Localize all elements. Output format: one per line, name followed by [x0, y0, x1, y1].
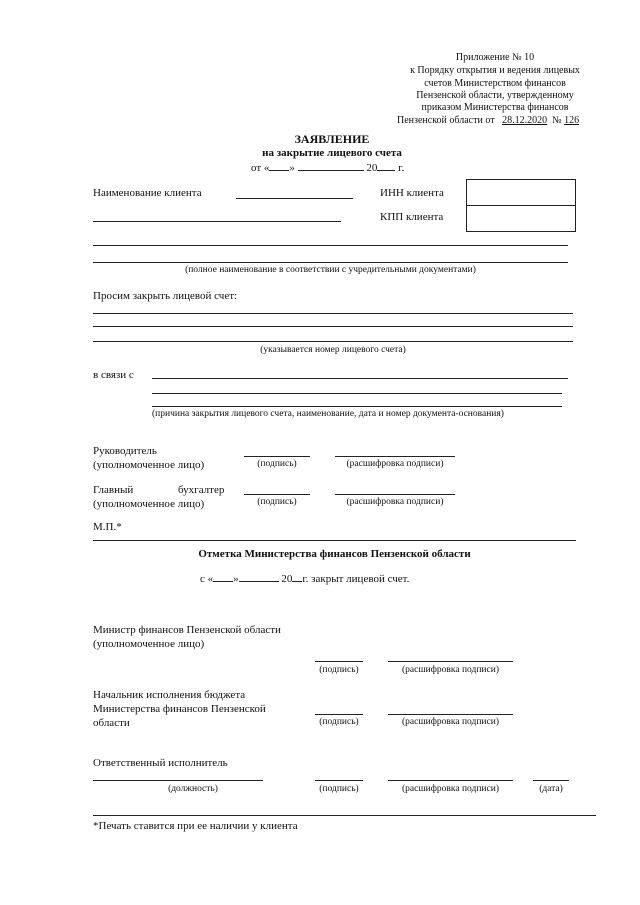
minister-sublabel: (уполномоченное лицо)	[93, 638, 205, 650]
appendix-order-date: 28.12.2020	[502, 115, 548, 126]
client-name-blank[interactable]	[236, 198, 353, 199]
closed-date-year-blank[interactable]	[292, 581, 302, 582]
closed-date-year: 20	[281, 573, 293, 585]
appendix-line-3: счетов Министерством финансов	[424, 78, 566, 89]
chief-signature-caption: (подпись)	[257, 497, 297, 507]
ministry-heading: Отметка Министерства финансов Пензенской области	[198, 548, 471, 560]
chief-label-word-1: Главный	[93, 484, 134, 496]
appendix-order-prefix: Пензенской области от	[397, 115, 495, 126]
account-line-3[interactable]	[93, 341, 573, 342]
inn-box[interactable]	[466, 179, 576, 206]
budget-head-label-3: области	[93, 717, 130, 729]
minister-decode-caption: (расшифровка подписи)	[402, 665, 499, 675]
minister-signature-caption: (подпись)	[319, 665, 359, 675]
executor-decode-caption: (расшифровка подписи)	[402, 784, 499, 794]
closed-date-suffix: г. закрыт лицевой счет.	[302, 573, 410, 585]
reason-line-1[interactable]	[152, 378, 568, 379]
reason-caption: (причина закрытия лицевого счета, наименование, дата и номер документа-основания)	[152, 409, 504, 419]
head-decode-caption: (расшифровка подписи)	[346, 459, 444, 469]
minister-signature-line[interactable]	[315, 661, 363, 662]
document-subtitle: на закрытие лицевого счета	[262, 147, 402, 159]
appendix-order-line	[397, 116, 579, 126]
closed-date-day-blank[interactable]	[213, 581, 233, 582]
document-title: ЗАЯВЛЕНИЕ	[294, 132, 370, 146]
head-sublabel: (уполномоченное лицо)	[93, 459, 205, 471]
client-fullname-line-1[interactable]	[93, 245, 568, 246]
budget-head-label-1: Начальник исполнения бюджета	[93, 689, 246, 701]
executor-position-line[interactable]	[93, 780, 263, 781]
document-date-prefix: от «	[251, 162, 270, 174]
minister-label: Министр финансов Пензенской области	[93, 624, 281, 636]
account-line-1[interactable]	[93, 313, 573, 314]
document-date-quote: »	[289, 162, 295, 174]
document-date-month-blank[interactable]	[298, 170, 364, 171]
section-divider	[93, 540, 576, 541]
stamp-label: М.П.*	[93, 521, 122, 533]
executor-signature-caption: (подпись)	[319, 784, 359, 794]
chief-decode-caption: (расшифровка подписи)	[346, 497, 444, 507]
budget-head-decode-line[interactable]	[388, 714, 513, 715]
document-date-suffix: г.	[398, 162, 405, 174]
document-date-year-blank[interactable]	[377, 170, 395, 171]
footnote-divider	[93, 815, 596, 816]
kpp-label: КПП клиента	[380, 211, 444, 223]
budget-head-decode-caption: (расшифровка подписи)	[402, 717, 499, 727]
head-label: Руководитель	[93, 445, 157, 457]
executor-date-line[interactable]	[533, 780, 569, 781]
chief-decode-line[interactable]	[335, 494, 455, 495]
footnote: *Печать ставится при ее наличии у клиента	[93, 820, 298, 832]
appendix-order-no: 126	[564, 115, 580, 126]
close-account-label: Просим закрыть лицевой счет:	[93, 290, 238, 302]
head-signature-caption: (подпись)	[257, 459, 297, 469]
executor-date-caption: (дата)	[539, 784, 563, 794]
executor-decode-line[interactable]	[388, 780, 513, 781]
document-date-year: 20	[366, 162, 378, 174]
closed-date-quote: »	[233, 573, 239, 585]
chief-label-word-2: бухгалтер	[178, 484, 225, 496]
inn-label: ИНН клиента	[380, 187, 444, 199]
minister-decode-line[interactable]	[388, 661, 513, 662]
client-name-blank-2[interactable]	[93, 221, 341, 222]
account-line-2[interactable]	[93, 326, 573, 327]
executor-position-caption: (должность)	[168, 784, 218, 794]
head-decode-line[interactable]	[335, 456, 455, 457]
reason-label: в связи с	[93, 369, 134, 381]
budget-head-signature-line[interactable]	[315, 714, 363, 715]
client-fullname-caption: (полное наименование в соответствии с учредительными документами)	[185, 265, 476, 275]
closed-date-prefix: с «	[200, 573, 214, 585]
appendix-order-no-label: №	[552, 115, 562, 126]
reason-line-3[interactable]	[152, 406, 562, 407]
budget-head-label-2: Министерства финансов Пензенской	[93, 703, 266, 715]
document-date-line	[251, 163, 404, 174]
appendix-line-1: Приложение № 10	[455, 52, 535, 63]
reason-line-2[interactable]	[152, 393, 562, 394]
document-date-day-blank[interactable]	[269, 170, 289, 171]
client-name-label: Наименование клиента	[93, 187, 202, 199]
appendix-line-4: Пензенской области, утвержденному	[416, 90, 574, 101]
closed-date-month-blank[interactable]	[239, 581, 279, 582]
chief-sublabel: (уполномоченное лицо)	[93, 498, 205, 510]
ministry-closed-line	[200, 574, 409, 585]
head-signature-line[interactable]	[244, 456, 310, 457]
appendix-line-5: приказом Министерства финансов	[421, 102, 569, 113]
executor-signature-line[interactable]	[315, 780, 363, 781]
client-fullname-line-2[interactable]	[93, 262, 568, 263]
chief-signature-line[interactable]	[244, 494, 310, 495]
appendix-line-2: к Порядку открытия и ведения лицевых	[410, 65, 580, 76]
executor-label: Ответственный исполнитель	[93, 757, 228, 769]
kpp-box[interactable]	[466, 205, 576, 232]
budget-head-signature-caption: (подпись)	[319, 717, 359, 727]
account-caption: (указывается номер лицевого счета)	[260, 345, 406, 355]
